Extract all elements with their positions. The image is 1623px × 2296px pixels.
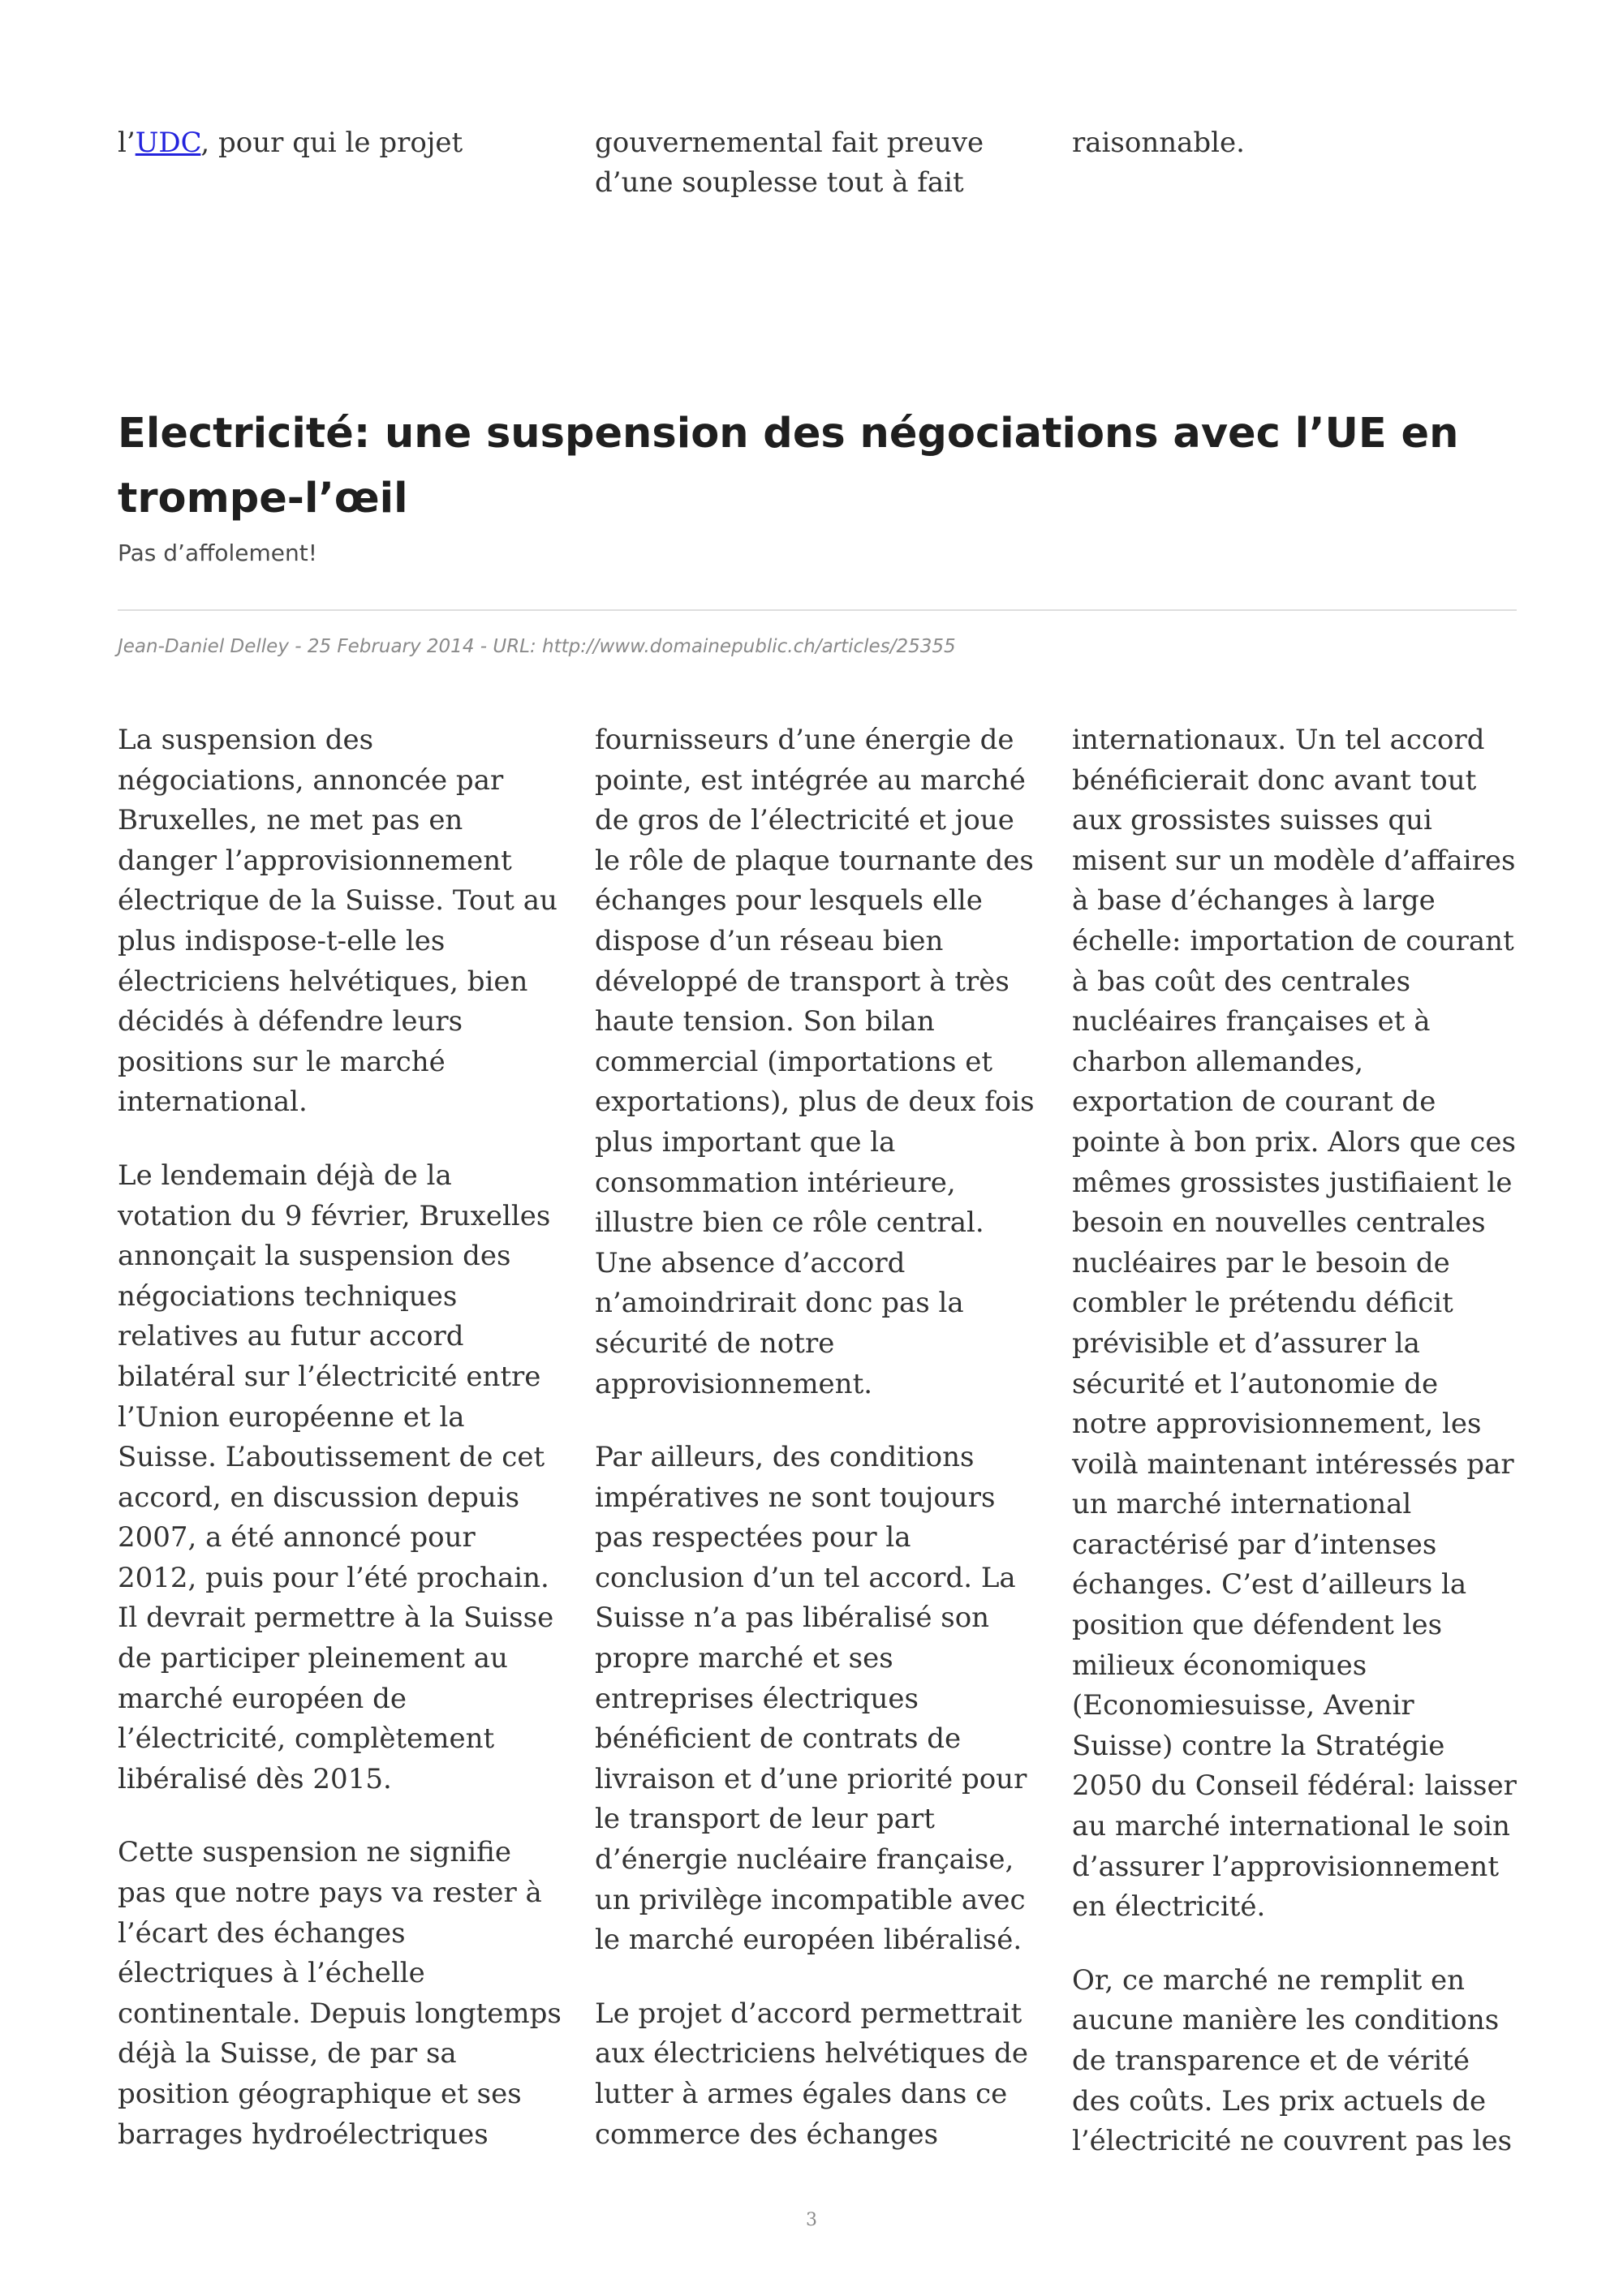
- previous-article-line: gouvernemental fait preuve: [595, 127, 984, 159]
- previous-article-column-3: [1072, 123, 1517, 203]
- paragraph: Cette suspension ne signifie pas que notre pays va rester à l’écart des échanges électriques à l’échelle continentale. Depuis longtemps déjà la Suisse, de par sa position géographique et ses barrages hydroélectriques: [118, 1836, 562, 2151]
- paragraph: fournisseurs d’une énergie de pointe, est intégrée au marché de gros de l’électricité et joue le rôle de plaque tournante des échanges pour lesquels elle dispose d’un réseau bien développé de transport à très haute tension. Son bilan commercial (importations et exportations), plus de deux fois plus important que la consommation intérieure, illustre bien ce rôle central. Une absence d’accord n’amoindrirait donc pas la sécurité de notre approvisionnement.: [595, 724, 1035, 1400]
- paragraph: Par ailleurs, des conditions impératives ne sont toujours pas respectées pour la conclusion d’un tel accord. La Suisse n’a pas libéralisé son propre marché et ses entreprises électriques bénéficient de contrats de livraison et d’une priorité pour le transport de leur part d’énergie nucléaire française, un privilège incompatible avec le marché européen libéralisé.: [595, 1441, 1027, 1957]
- previous-article-line: raisonnable.: [1072, 127, 1245, 159]
- paragraph: Le lendemain déjà de la votation du 9 février, Bruxelles annonçait la suspension des négociations techniques relatives au futur accord bilatéral sur l’électricité entre l’Union européenne et la Suisse. L’aboutissement de cet accord, en discussion depuis 2007, a été annoncé pour 2012, puis pour l’été prochain. Il devrait permettre à la Suisse de participer pleinement au marché européen de l’électricité, complètement libéralisé dès 2015.: [118, 1159, 554, 1795]
- header-divider: [118, 609, 1517, 611]
- previous-article-column-2: [595, 123, 1040, 203]
- paragraph: internationaux. Un tel accord bénéficierait donc avant tout aux grossistes suisses qui misent sur un modèle d’affaires à base d’échanges à large échelle: importation de courant à bas coût des centrales nucléaires françaises et à charbon allemandes, exportation de courant de pointe à bon prix. Alors que ces mêmes grossistes justifiaient le besoin en nouvelles centrales nucléaires par le besoin de combler le prétendu déficit prévisible et d’assurer la sécurité et l’autonomie de notre approvisionnement, les voilà maintenant intéressés par un marché international caractérisé par d’intenses échanges. C’est d’ailleurs la position que défendent les milieux économiques (Economiesuisse, Avenir Suisse) contre la Stratégie 2050 du Conseil fédéral: laisser au marché international le soin d’assurer l’approvisionnement en électricité.: [1072, 724, 1517, 1924]
- paragraph: La suspension des négociations, annoncée par Bruxelles, ne met pas en danger l’approvisionnement électrique de la Suisse. Tout au plus indispose-t-elle les électriciens helvétiques, bien décidés à défendre leurs positions sur le marché international.: [118, 724, 558, 1119]
- article-column-1: [118, 720, 562, 2195]
- article-meta: Jean-Daniel Delley - 25 February 2014 - URL: http://www.domainepublic.ch/articles/25355: [118, 636, 956, 657]
- paragraph: Or, ce marché ne remplit en aucune manière les conditions de transparence et de vérité des coûts. Les prix actuels de l’électricité ne couvrent pas les: [1072, 1963, 1513, 2158]
- previous-article-text: , pour qui le projet: [200, 127, 463, 159]
- article-title: Electricité: une suspension des négociations avec l’UE en trompe-l’œil: [118, 410, 1459, 522]
- paragraph: Le projet d’accord permettrait aux électriciens helvétiques de lutter à armes égales dans ce commerce des échanges: [595, 1997, 1028, 2151]
- article-column-3: [1072, 720, 1517, 2195]
- previous-article-line: d’une souplesse tout à fait: [595, 166, 964, 199]
- article-subtitle: Pas d’affolement!: [118, 540, 317, 566]
- page-number: 3: [806, 2210, 817, 2230]
- article-body: [118, 720, 1517, 2195]
- previous-article-text: l’: [118, 127, 136, 159]
- previous-article-column-1: [118, 123, 562, 203]
- previous-article-tail: [118, 123, 1517, 203]
- article-column-2: [595, 720, 1040, 2195]
- udc-link[interactable]: UDC: [135, 127, 201, 159]
